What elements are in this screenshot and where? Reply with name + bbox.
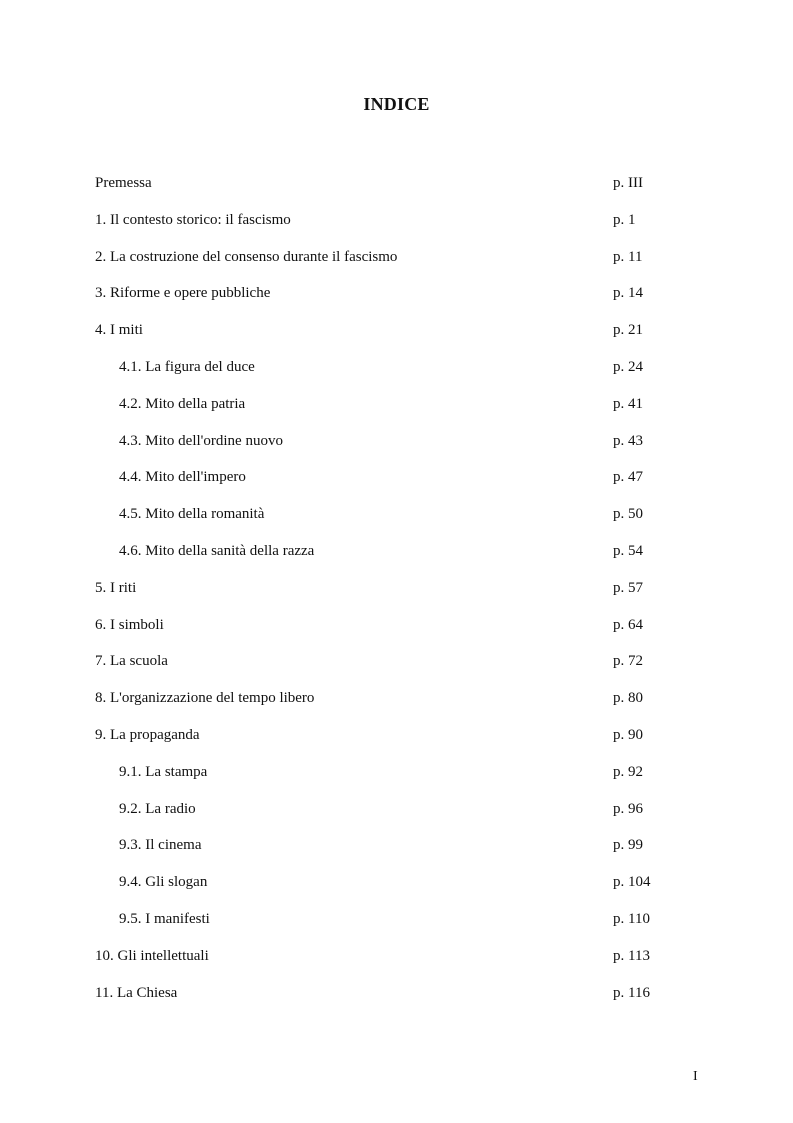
toc-entry-label: 3. Riforme e opere pubbliche: [95, 285, 271, 302]
toc-entry: [95, 577, 695, 614]
toc-entry: [95, 761, 695, 798]
toc-entry-label: 4.6. Mito della sanità della razza: [119, 542, 315, 559]
toc-entry: [95, 282, 695, 319]
toc-entry-label: 4. I miti: [95, 322, 143, 339]
toc-entry: [95, 172, 695, 209]
toc-entry: [95, 503, 695, 540]
toc-entry-page: p. 14: [613, 285, 643, 302]
toc-entry: [95, 614, 695, 651]
toc-entry-page: p. 64: [613, 616, 643, 633]
toc-entry: [95, 209, 695, 246]
toc-entry: [95, 798, 695, 835]
toc-entry-page: p. 24: [613, 358, 643, 375]
toc-entry-page: p. 43: [613, 432, 643, 449]
toc-entry: [95, 466, 695, 503]
toc-entry-label: 9.3. Il cinema: [119, 837, 202, 854]
toc-entry: [95, 687, 695, 724]
page-number: I: [693, 1069, 698, 1084]
toc-entry-label: 6. I simboli: [95, 616, 164, 633]
page-title: INDICE: [363, 94, 430, 114]
toc-entry: [95, 650, 695, 687]
toc-entry: [95, 393, 695, 430]
toc-entry-label: 11. La Chiesa: [95, 984, 178, 1001]
toc-entry-page: p. 96: [613, 800, 643, 817]
toc-entry-page: p. 1: [613, 211, 636, 228]
toc-entry-label: 2. La costruzione del consenso durante il fascismo: [95, 248, 398, 265]
toc-entry-page: p. 90: [613, 726, 643, 743]
toc-entry-page: p. 72: [613, 653, 643, 670]
toc-entry-page: p. 57: [613, 579, 643, 596]
toc-entry-label: 8. L'organizzazione del tempo libero: [95, 690, 315, 707]
toc-entry-label: 4.2. Mito della patria: [119, 395, 246, 412]
toc-entry-page: p. 99: [613, 837, 643, 854]
toc-entry: [95, 430, 695, 467]
toc-entry-label: 7. La scuola: [95, 653, 168, 670]
toc-entry-page: p. 92: [613, 763, 643, 780]
toc-entry: [95, 319, 695, 356]
toc-entry-label: 9.5. I manifesti: [119, 910, 210, 927]
toc-entry-label: 4.4. Mito dell'impero: [119, 469, 246, 486]
toc-entry-label: 9. La propaganda: [95, 726, 200, 743]
toc-entry-page: p. III: [613, 175, 643, 191]
toc-entry-page: p. 47: [613, 469, 643, 486]
toc-entry-page: p. 116: [613, 984, 650, 1001]
toc-entry-label: 5. I riti: [95, 579, 137, 596]
toc-entry: [95, 945, 695, 982]
toc-entry: [95, 871, 695, 908]
toc-entry-label: 9.2. La radio: [119, 800, 196, 817]
toc-entry-label: 1. Il contesto storico: il fascismo: [95, 211, 291, 228]
toc-entry: [95, 724, 695, 761]
toc-entry-page: p. 11: [613, 248, 643, 265]
toc-entry-page: p. 41: [613, 395, 643, 412]
table-of-contents: [95, 172, 695, 1018]
toc-entry-label: 4.3. Mito dell'ordine nuovo: [119, 432, 283, 449]
toc-entry: [95, 834, 695, 871]
toc-entry-page: p. 21: [613, 322, 643, 339]
toc-entry-label: 10. Gli intellettuali: [95, 947, 209, 964]
toc-entry: [95, 982, 695, 1019]
toc-entry-label: 9.4. Gli slogan: [119, 874, 208, 891]
toc-entry: [95, 540, 695, 577]
toc-entry-page: p. 104: [613, 874, 651, 891]
toc-entry-label: 4.1. La figura del duce: [119, 358, 255, 375]
toc-entry-page: p. 110: [613, 910, 650, 927]
toc-entry-page: p. 54: [613, 542, 643, 559]
toc-entry: [95, 908, 695, 945]
toc-entry-page: p. 50: [613, 506, 643, 523]
toc-entry-page: p. 80: [613, 690, 643, 707]
toc-entry-label: 4.5. Mito della romanità: [119, 506, 265, 523]
toc-entry: [95, 246, 695, 283]
toc-entry: [95, 356, 695, 393]
toc-entry-label: 9.1. La stampa: [119, 763, 208, 780]
toc-entry-label: Premessa: [95, 175, 152, 191]
toc-entry-page: p. 113: [613, 947, 650, 964]
